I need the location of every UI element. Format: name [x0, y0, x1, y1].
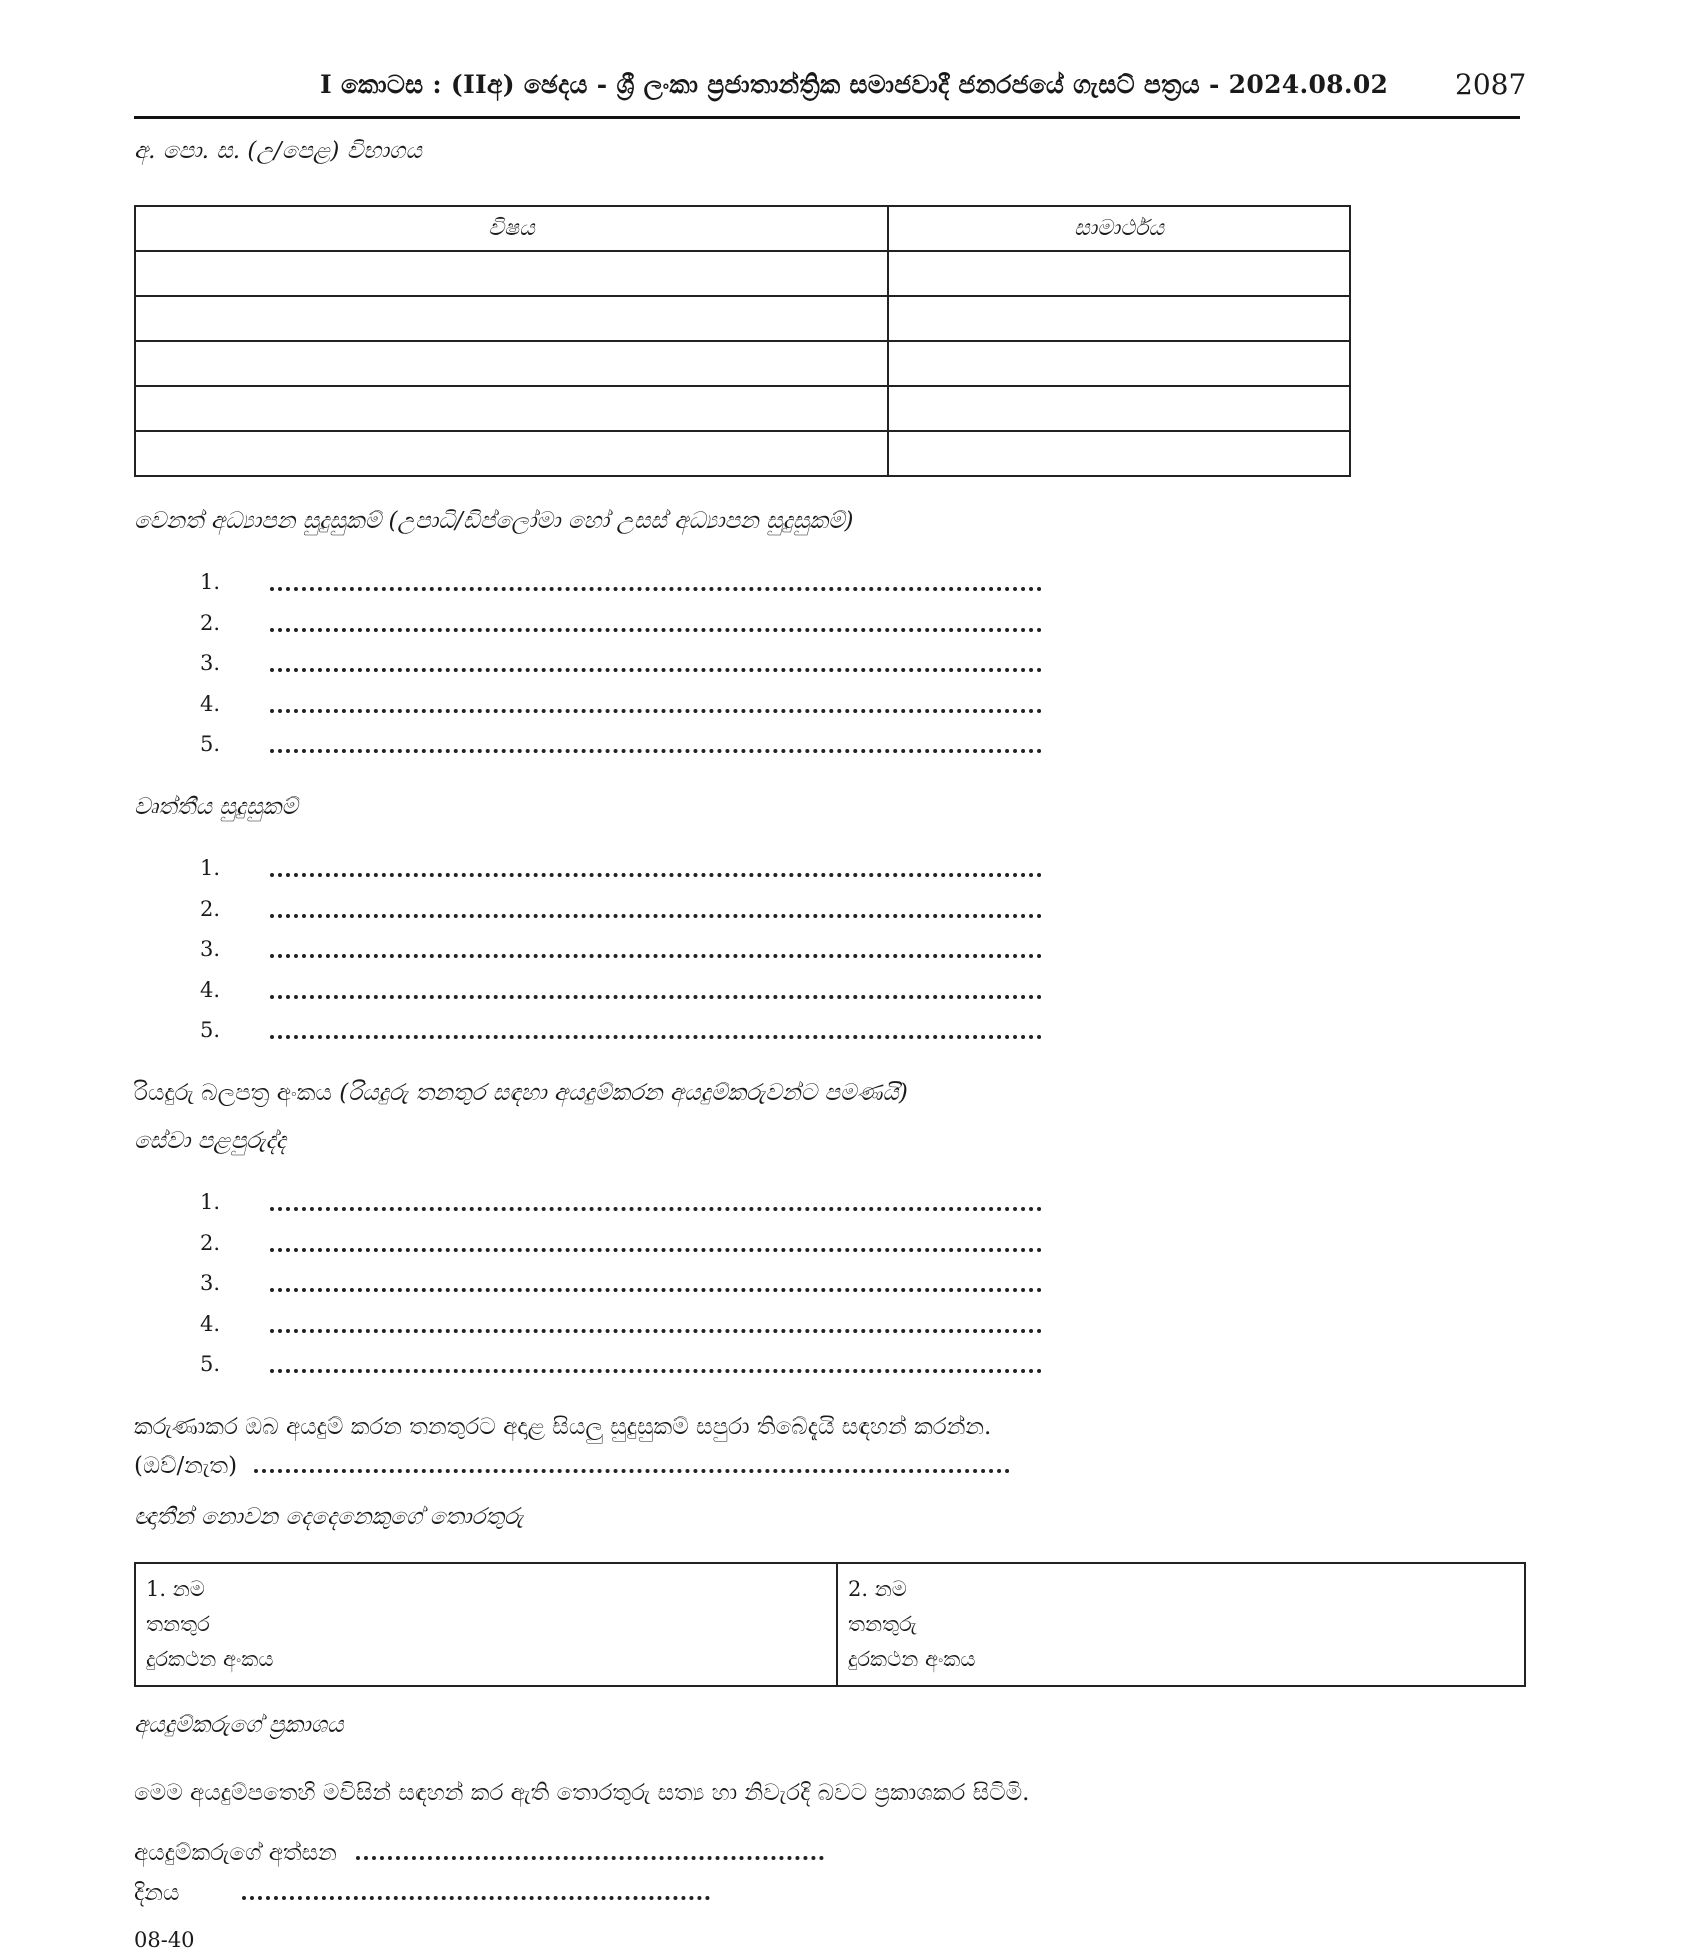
item-number: 1. [200, 1190, 221, 1215]
item-number: 5. [200, 1352, 221, 1377]
dotted-entry-line[interactable] [270, 995, 1042, 999]
table-row [135, 1563, 1525, 1686]
item-number: 2. [200, 896, 221, 921]
item-number: 3. [200, 937, 221, 962]
list-item [200, 889, 1060, 930]
referee-1-post-label: තනතුර [146, 1612, 210, 1636]
list-item [200, 1263, 1060, 1304]
list-item [200, 848, 1060, 889]
referee-2-cell[interactable] [837, 1563, 1525, 1686]
list-item [200, 929, 1060, 970]
signature-entry-line[interactable] [356, 1856, 824, 1860]
table-row [135, 251, 1350, 296]
item-number: 3. [200, 1271, 221, 1296]
al-results-table [134, 205, 1351, 477]
list-item [200, 603, 1060, 644]
driving-license-line [134, 1080, 908, 1106]
referee-2-phone-label: දුරකථන අංකය [848, 1647, 976, 1671]
referee-2-name-label: 2. නම [848, 1577, 907, 1601]
referee-1-cell[interactable] [135, 1563, 837, 1686]
dotted-entry-line[interactable] [270, 1288, 1042, 1292]
professional-qualifications-list [200, 848, 1060, 1051]
list-item [200, 970, 1060, 1011]
list-item [200, 1344, 1060, 1385]
item-number: 2. [200, 610, 221, 635]
al-exam-heading: අ. පො. ස. (උ/පෙළ) විභාගය [134, 138, 422, 164]
declaration-heading: අයදුම්කරුගේ ප්‍රකාශය [134, 1712, 344, 1738]
list-item [200, 643, 1060, 684]
table-header-row [135, 206, 1350, 251]
dotted-entry-line[interactable] [270, 628, 1042, 632]
table-row [135, 431, 1350, 476]
dotted-entry-line[interactable] [270, 668, 1042, 672]
qualification-confirm-question: කරුණාකර ඔබ අයදුම් කරන තනතුරට අදාළ සියලු සුදුසුකම් සපුරා තිබේදැයි සඳහන් කරන්න. [134, 1414, 992, 1440]
list-item [200, 684, 1060, 725]
dotted-entry-line[interactable] [270, 587, 1042, 591]
result-cell[interactable] [888, 386, 1350, 431]
result-cell[interactable] [888, 296, 1350, 341]
item-number: 4. [200, 1311, 221, 1336]
result-cell[interactable] [888, 431, 1350, 476]
list-item [200, 1304, 1060, 1345]
item-number: 4. [200, 691, 221, 716]
page-number: 2087 [1455, 68, 1527, 101]
gazette-header-title: I කොටස : (IIඅ) ඡෙදය - ශ්‍රී ලංකා ප්‍රජාතාන්ත්‍රික සමාජවාදී ජනරජයේ ගැසට් පත්‍රය - 2024.08.02 [320, 70, 1389, 99]
driving-license-label: රියදුරු බලපත්‍ර අංකය [134, 1080, 332, 1106]
dotted-entry-line[interactable] [270, 954, 1042, 958]
table-row [135, 341, 1350, 386]
table-row [135, 296, 1350, 341]
yes-no-label: (ඔව්/නැත) [134, 1453, 238, 1479]
dotted-entry-line[interactable] [270, 749, 1042, 753]
yes-no-entry-line[interactable] [254, 1469, 1010, 1473]
dotted-entry-line[interactable] [270, 873, 1042, 877]
list-item [200, 1010, 1060, 1051]
subject-cell[interactable] [135, 431, 888, 476]
list-item [200, 1182, 1060, 1223]
list-item [200, 724, 1060, 765]
item-number: 1. [200, 570, 221, 595]
subject-cell[interactable] [135, 251, 888, 296]
result-cell[interactable] [888, 341, 1350, 386]
date-label: දිනය [134, 1880, 180, 1906]
professional-qualifications-heading: වෘත්තීය සුදුසුකම් [134, 794, 298, 820]
subject-cell[interactable] [135, 386, 888, 431]
other-education-heading: වෙනත් අධ්‍යාපන සුදුසුකම් (උපාධි/ඩිප්ලෝමා හෝ උසස් අධ්‍යාපන සුදුසුකම්) [134, 508, 854, 534]
dotted-entry-line[interactable] [270, 1369, 1042, 1373]
dotted-entry-line[interactable] [270, 1248, 1042, 1252]
other-education-list [200, 562, 1060, 765]
result-cell[interactable] [888, 251, 1350, 296]
item-number: 5. [200, 732, 221, 757]
signature-line [134, 1840, 824, 1866]
item-number: 4. [200, 977, 221, 1002]
referees-table [134, 1562, 1526, 1687]
date-entry-line[interactable] [242, 1896, 710, 1900]
list-item [200, 1223, 1060, 1264]
subject-column-header: විෂය [135, 206, 888, 251]
item-number: 3. [200, 651, 221, 676]
result-column-header: සාමාර්ථය [888, 206, 1350, 251]
subject-cell[interactable] [135, 296, 888, 341]
dotted-entry-line[interactable] [270, 1035, 1042, 1039]
service-experience-heading: සේවා පළපුරුද්ද [134, 1128, 286, 1154]
footer-code: 08-40 [134, 1928, 195, 1952]
date-line [134, 1880, 710, 1906]
header-rule [134, 116, 1520, 119]
subject-cell[interactable] [135, 341, 888, 386]
service-experience-list [200, 1182, 1060, 1385]
list-item [200, 562, 1060, 603]
referee-1-phone-label: දුරකථන අංකය [146, 1647, 274, 1671]
driving-license-note: (රියදුරු තනතුර සඳහා අයදුම්කරන අයදුම්කරුවන්ට පමණයි) [339, 1080, 908, 1106]
yes-no-line [134, 1453, 1010, 1479]
item-number: 1. [200, 856, 221, 881]
dotted-entry-line[interactable] [270, 1207, 1042, 1211]
dotted-entry-line[interactable] [270, 1329, 1042, 1333]
dotted-entry-line[interactable] [270, 914, 1042, 918]
referee-2-post-label: තනතුරු [848, 1612, 917, 1636]
item-number: 2. [200, 1230, 221, 1255]
item-number: 5. [200, 1018, 221, 1043]
table-row [135, 386, 1350, 431]
referees-heading: ඥාතීන් නොවන දෙදෙනෙකුගේ තොරතුරු [134, 1504, 524, 1530]
referee-1-name-label: 1. නම [146, 1577, 205, 1601]
declaration-text: මෙම අයදුම්පතෙහි මවිසින් සඳහන් කර ඇති තොරතුරු සත්‍ය හා නිවැරදි බවට ප්‍රකාශකර සිටිමි. [134, 1780, 1030, 1806]
dotted-entry-line[interactable] [270, 709, 1042, 713]
signature-label: අයදුම්කරුගේ අත්සන [134, 1840, 337, 1866]
